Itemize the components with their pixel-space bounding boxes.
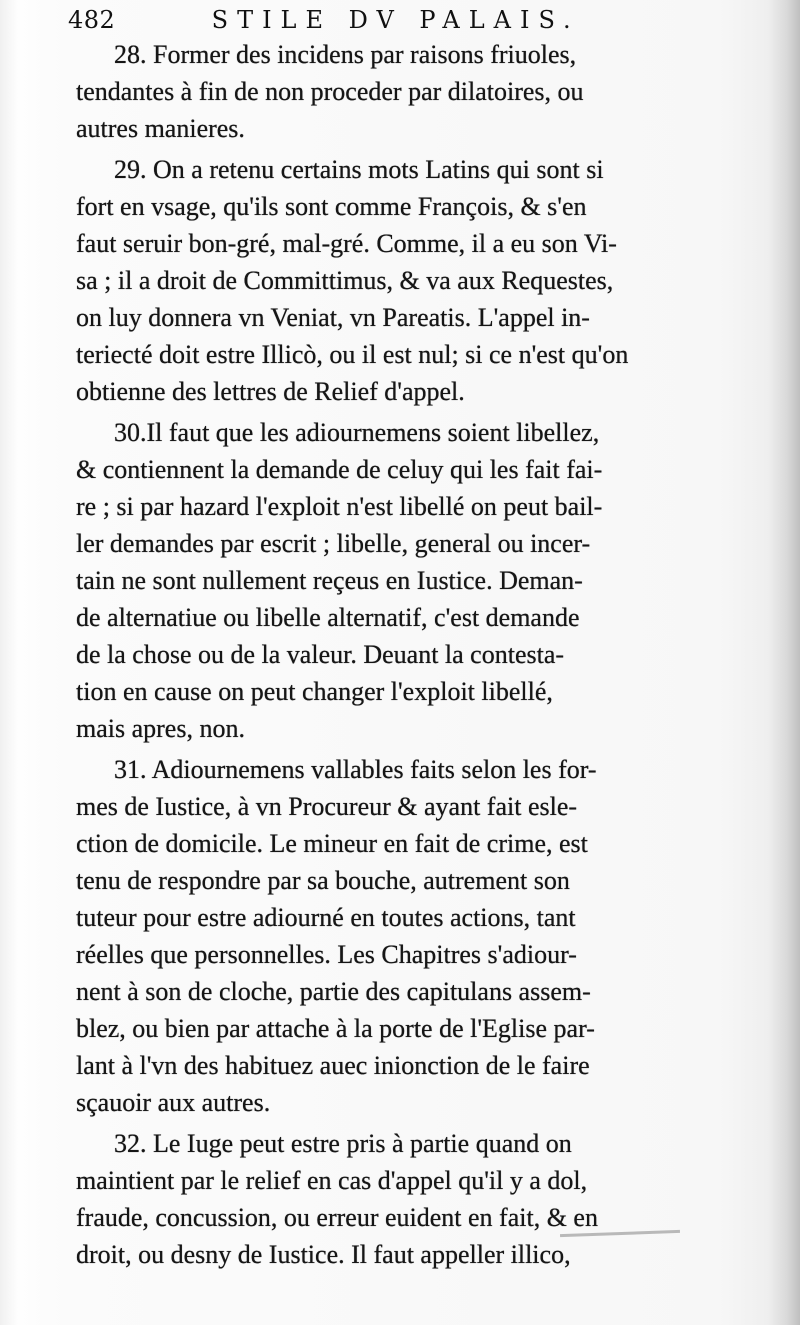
running-head: STILE DV PALAIS. bbox=[211, 6, 580, 34]
text-line: fraude, concussion, ou erreur euident en fait, & en bbox=[76, 1203, 598, 1232]
text-line: tain ne sont nullement reçeus en Iustice. Deman- bbox=[76, 566, 583, 595]
paragraph-31 bbox=[76, 751, 736, 1121]
paragraph-number: 30. bbox=[114, 418, 147, 447]
text-line: tenu de respondre par sa bouche, autrement son bbox=[76, 866, 570, 895]
paragraph-number: 29. bbox=[114, 155, 147, 184]
text-line: 29. On a retenu certains mots Latins qui sont si bbox=[114, 155, 604, 184]
text-line: autres manieres. bbox=[76, 114, 245, 143]
text-line: blez, ou bien par attache à la porte de l'Eglise par- bbox=[76, 1014, 595, 1043]
text-line: on luy donnera vn Veniat, vn Pareatis. L'appel in- bbox=[76, 303, 590, 332]
text-line: tendantes à fin de non proceder par dilatoires, ou bbox=[76, 77, 584, 106]
text-line: réelles que personnelles. Les Chapitres s'adiour- bbox=[76, 940, 577, 969]
text-line: de alternatiue ou libelle alternatif, c'est demande bbox=[76, 603, 580, 632]
text-line: sa ; il a droit de Committimus, & va aux Requestes, bbox=[76, 266, 614, 295]
paragraph-number: 31. bbox=[114, 755, 147, 784]
text-line: teriecté doit estre Illicò, ou il est nul; si ce n'est qu'on bbox=[76, 340, 629, 369]
text-line: lant à l'vn des habituez auec inionction de le faire bbox=[76, 1051, 590, 1080]
text-line: tuteur pour estre adiourné en toutes actions, tant bbox=[76, 903, 576, 932]
text-line: ction de domicile. Le mineur en fait de crime, est bbox=[76, 829, 588, 858]
paragraph-32 bbox=[76, 1125, 736, 1273]
text-line: maintient par le relief en cas d'appel qu'il y a dol, bbox=[76, 1166, 588, 1195]
page-gutter-shadow bbox=[0, 0, 18, 1325]
text-line: 30.Il faut que les adiournemens soient libellez, bbox=[114, 418, 600, 447]
page-edge-shadow bbox=[768, 0, 800, 1325]
text-line: ler demandes par escrit ; libelle, general ou incer- bbox=[76, 529, 591, 558]
text-line: re ; si par hazard l'exploit n'est libellé on peut bail- bbox=[76, 492, 603, 521]
text-body bbox=[76, 36, 736, 1273]
text-line: 28. Former des incidens par raisons friuoles, bbox=[114, 40, 577, 69]
text-line: 31. Adiournemens vallables faits selon les for- bbox=[114, 755, 597, 784]
text-line: 32. Le Iuge peut estre pris à partie quand on bbox=[114, 1129, 572, 1158]
paragraph-number: 32. bbox=[114, 1129, 147, 1158]
text-line: sçauoir aux autres. bbox=[76, 1088, 271, 1117]
text-line: faut seruir bon-gré, mal-gré. Comme, il a eu son Vi- bbox=[76, 229, 617, 258]
text-line: mais apres, non. bbox=[76, 714, 245, 743]
text-line: fort en vsage, qu'ils sont comme François, & s'en bbox=[76, 192, 587, 221]
text-line: droit, ou desny de Iustice. Il faut appeller illico, bbox=[76, 1240, 571, 1269]
paragraph-30 bbox=[76, 414, 736, 747]
paragraph-number: 28. bbox=[114, 40, 147, 69]
page-number: 482 bbox=[68, 6, 116, 34]
text-line: tion en cause on peut changer l'exploit libellé, bbox=[76, 677, 553, 706]
page-header bbox=[68, 6, 736, 36]
paragraph-28 bbox=[76, 36, 736, 147]
text-line: nent à son de cloche, partie des capitulans assem- bbox=[76, 977, 591, 1006]
text-line: de la chose ou de la valeur. Deuant la contesta- bbox=[76, 640, 565, 669]
text-line: & contiennent la demande de celuy qui les fait fai- bbox=[76, 455, 603, 484]
text-line: obtienne des lettres de Relief d'appel. bbox=[76, 377, 465, 406]
paragraph-29 bbox=[76, 151, 736, 410]
text-line: mes de Iustice, à vn Procureur & ayant fait esle- bbox=[76, 792, 578, 821]
